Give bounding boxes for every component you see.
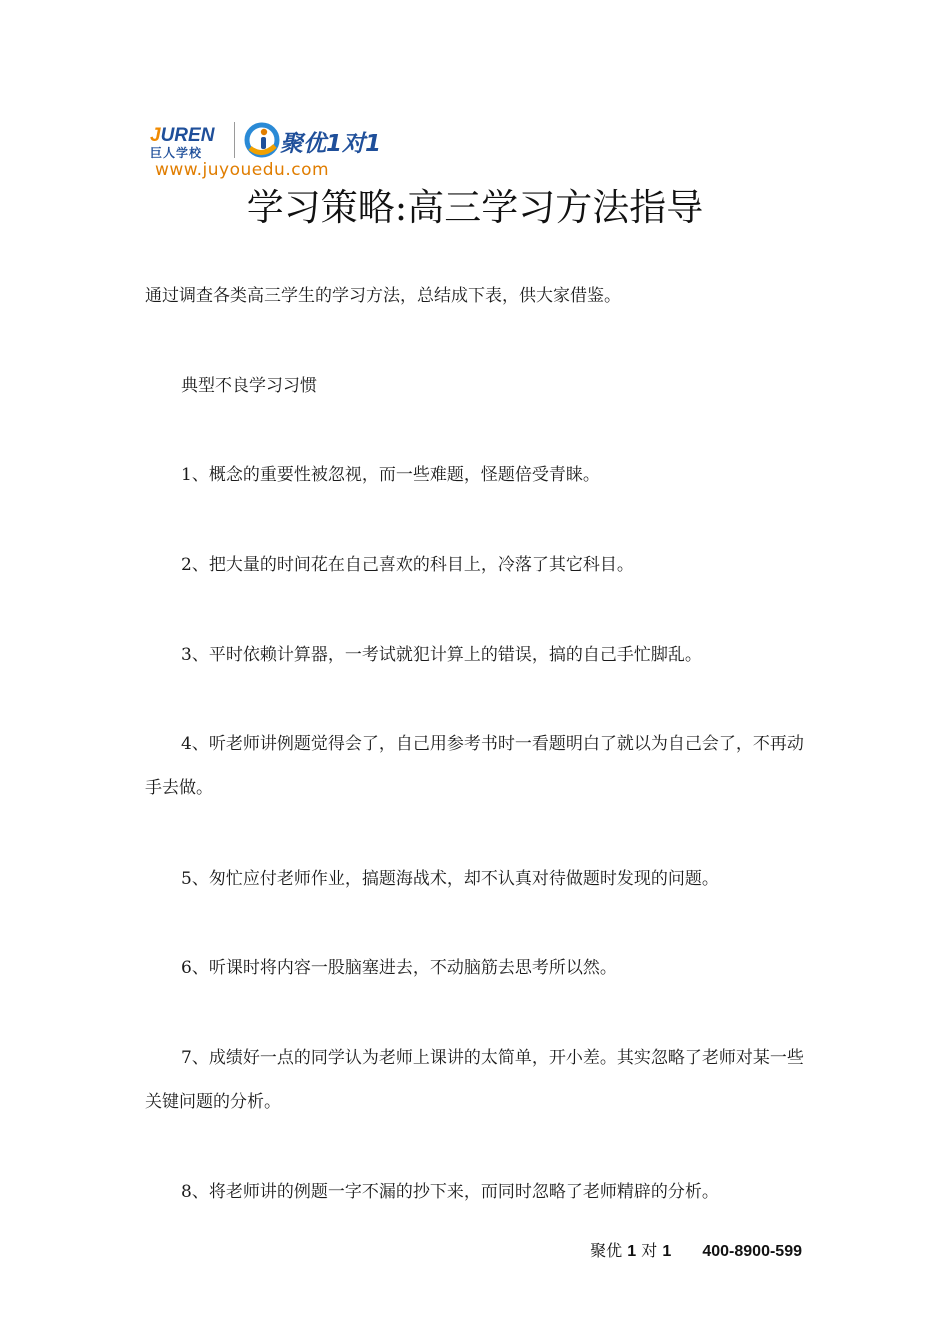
- juren-logo: [150, 126, 230, 160]
- list-item: 3、平时依赖计算器，一考试就犯计算上的错误，搞的自己手忙脚乱。: [181, 645, 702, 665]
- footer-label-a: 聚优: [590, 1241, 623, 1260]
- list-item: 1、概念的重要性被忽视，而一些难题，怪题倍受青睐。: [181, 465, 600, 485]
- list-item: 6、听课时将内容一股脑塞进去，不动脑筋去思考所以然。: [181, 958, 617, 978]
- juren-logo-wordmark: JUREN: [150, 125, 215, 146]
- footer-phone: 400-8900-599: [702, 1243, 802, 1260]
- section-heading: 典型不良学习习惯: [181, 376, 317, 396]
- footer-label-b: 对: [641, 1241, 658, 1260]
- list-item: 8、将老师讲的例题一字不漏的抄下来，而同时忽略了老师精辟的分析。: [181, 1182, 719, 1202]
- footer-num-b: 1: [662, 1243, 672, 1260]
- list-item: 7、成绩好一点的同学认为老师上课讲的太简单，开小差。其实忽略了老师对某一些关键问题的分析。: [145, 1048, 804, 1112]
- juren-logo-chinese: 巨人学校: [150, 146, 203, 160]
- brand-logo: [150, 118, 410, 184]
- page-footer: [590, 1238, 802, 1261]
- list-item: 2、把大量的时间花在自己喜欢的科目上，冷落了其它科目。: [181, 555, 634, 575]
- list-item: 5、匆忙应付老师作业，搞题海战术，却不认真对待做题时发现的问题。: [181, 869, 719, 889]
- document-title: 学习策略:高三学习方法指导: [246, 186, 704, 229]
- intro-paragraph: 通过调查各类高三学生的学习方法，总结成下表，供大家借鉴。: [145, 286, 621, 306]
- footer-num-a: 1: [627, 1243, 637, 1260]
- juyou-emblem-icon: [242, 122, 282, 158]
- brand-name: 聚优1对1: [280, 131, 382, 157]
- list-item: 4、听老师讲例题觉得会了，自己用参考书时一看题明白了就以为自己会了，不再动手去做。: [145, 734, 804, 798]
- logo-divider: [234, 122, 235, 158]
- brand-url: www.juyouedu.com: [155, 160, 330, 180]
